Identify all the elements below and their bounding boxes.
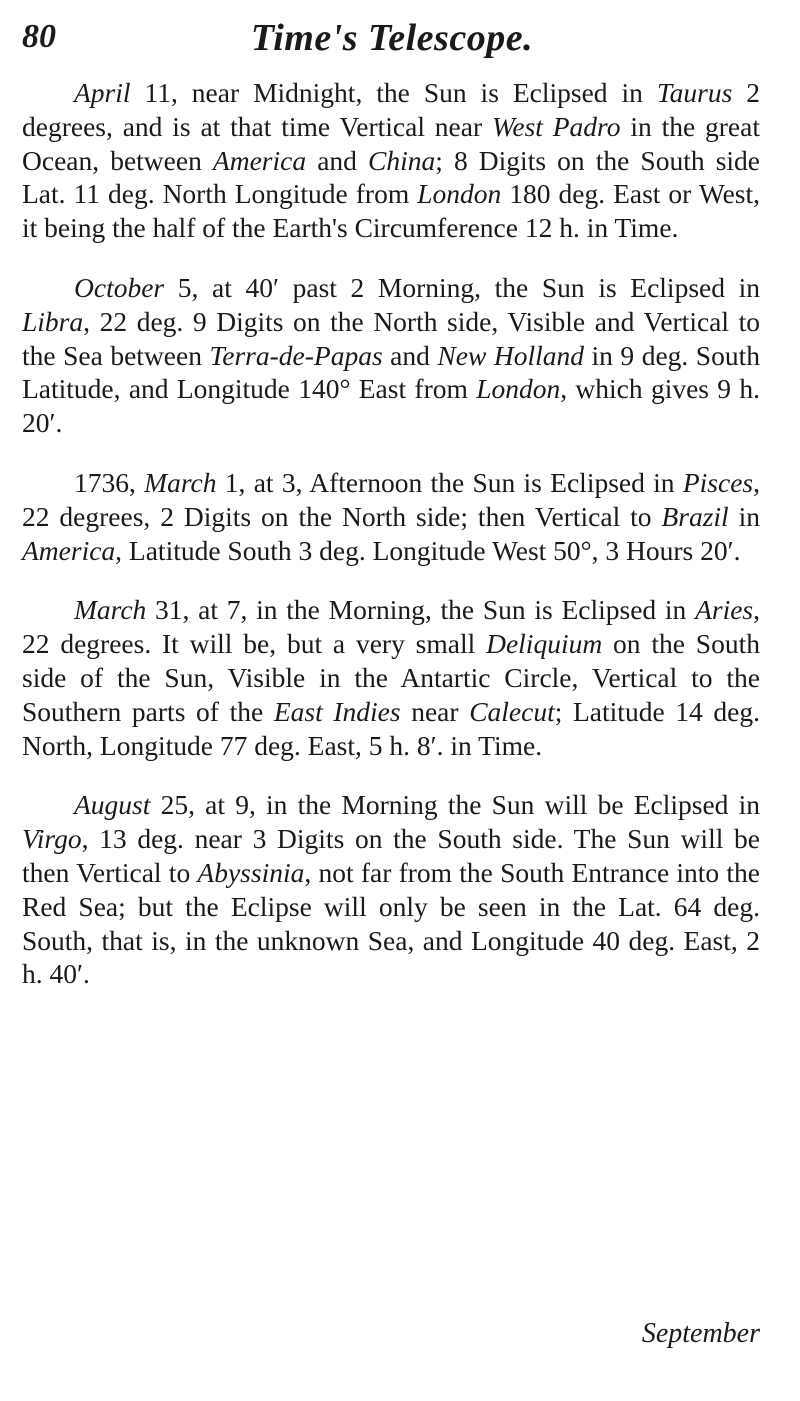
text-run: 2 degrees, and is at that time Vertical near: [22, 77, 760, 142]
page-number: 80: [22, 18, 56, 55]
running-title: Time's Telescope.: [250, 17, 534, 59]
italic-text-run: America: [212, 144, 307, 176]
italic-text-run: America: [22, 534, 116, 566]
text-run: and: [382, 339, 438, 371]
italic-text-run: April: [74, 77, 131, 108]
text-run: , not far from the South Entrance into the Red Sea; but the Eclipse will only be seen in the Lat. 64 deg. South, that is, in the unknown Sea, and Longitude 40 deg. East, 2 h. 40′.: [22, 856, 761, 990]
italic-text-run: Deliquium: [486, 628, 603, 660]
text-run: on the South side of the Sun, Visible in the Antartic Circle, Vertical to the Southern parts of the: [22, 628, 760, 727]
text-run: 180 deg. East or West, it being the half of the Earth's Circumference 12 h. in Time.: [22, 178, 760, 244]
text-run: 1736,: [74, 466, 145, 498]
text-run: 11, near Midnight, the Sun is Eclipsed in: [130, 77, 657, 108]
text-run: ; Latitude 14 deg. North, Longitude 77 deg. East, 5 h. 8′. in Time.: [22, 695, 761, 761]
italic-text-run: Taurus: [656, 77, 733, 108]
paragraph-april: [22, 76, 760, 245]
catchword: September: [641, 1318, 760, 1349]
italic-text-run: March: [74, 594, 147, 626]
italic-text-run: Libra: [22, 305, 84, 337]
text-run: , 22 degrees. It will be, but a very small: [22, 594, 760, 660]
text-run: 31, at 7, in the Morning, the Sun is Eclipsed in: [146, 594, 696, 626]
body-text: [22, 76, 760, 1017]
italic-text-run: August: [74, 789, 151, 821]
text-run: in: [728, 500, 761, 532]
italic-text-run: Calecut: [469, 695, 555, 727]
paragraph-august: [22, 788, 760, 991]
italic-text-run: New Holland: [437, 339, 584, 371]
text-run: , Latitude South 3 deg. Longitude West 50°, 3 Hours 20′.: [115, 534, 741, 566]
italic-text-run: Aries: [695, 594, 754, 626]
text-run: 1, at 3, Afternoon the Sun is Eclipsed in: [216, 466, 683, 498]
italic-text-run: Virgo: [22, 823, 82, 855]
text-run: and: [306, 144, 368, 176]
italic-text-run: China: [368, 144, 436, 176]
paragraph-march-1: [22, 466, 760, 567]
text-run: 5, at 40′ past 2 Morning, the Sun is Eclipsed in: [164, 271, 760, 303]
italic-text-run: March: [144, 466, 217, 498]
text-run: , which gives 9 h. 20′.: [22, 373, 760, 439]
text-run: in 9 deg. South Latitude, and Longitude 140° East from: [22, 339, 760, 405]
text-run: ; 8 Digits on the South side Lat. 11 deg. North Longitude from: [22, 144, 760, 210]
text-run: , 13 deg. near 3 Digits on the South side. The Sun will be then Vertical to: [22, 823, 760, 888]
italic-text-run: London: [476, 373, 561, 405]
text-run: , 22 degrees, 2 Digits on the North side; then Vertical to: [22, 466, 760, 532]
paragraph-march-31: [22, 593, 760, 762]
text-run: near: [400, 695, 470, 727]
italic-text-run: Pisces: [682, 466, 754, 498]
italic-text-run: East Indies: [273, 695, 401, 727]
paragraph-october: [22, 271, 760, 440]
italic-text-run: Brazil: [661, 500, 729, 532]
page-header: [22, 8, 762, 68]
italic-text-run: Abyssinia: [197, 856, 305, 888]
italic-text-run: October: [74, 271, 165, 303]
text-run: 25, at 9, in the Morning the Sun will be Eclipsed in: [150, 789, 760, 821]
italic-text-run: Terra-de-Papas: [209, 339, 383, 371]
text-run: in the great Ocean, between: [22, 110, 760, 176]
text-run: , 22 deg. 9 Digits on the North side, Visible and Vertical to the Sea between: [22, 305, 760, 371]
italic-text-run: London: [417, 178, 502, 210]
italic-text-run: West Padro: [491, 110, 621, 142]
